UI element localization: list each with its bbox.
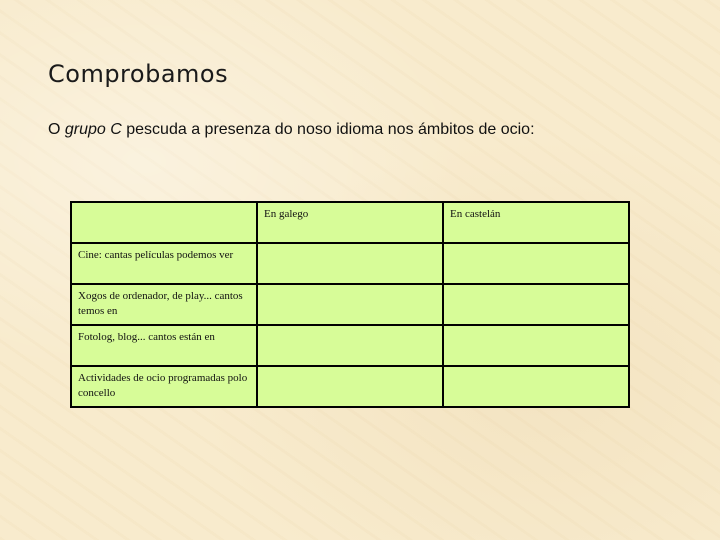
row-label: Actividades de ocio programadas polo concello	[71, 366, 257, 407]
cell-castelan[interactable]	[443, 366, 629, 407]
cell-castelan[interactable]	[443, 325, 629, 366]
header-cell-galego: En galego	[257, 202, 443, 243]
header-cell-castelan: En castelán	[443, 202, 629, 243]
survey-table	[70, 201, 630, 408]
row-label: Cine: cantas películas podemos ver	[71, 243, 257, 284]
table-header-row	[71, 202, 629, 243]
cell-galego[interactable]	[257, 325, 443, 366]
cell-galego[interactable]	[257, 284, 443, 325]
table-row	[71, 243, 629, 284]
subtitle-emphasis: grupo C	[64, 121, 122, 138]
cell-castelan[interactable]	[443, 284, 629, 325]
table-row	[71, 366, 629, 407]
cell-galego[interactable]	[257, 366, 443, 407]
table-row	[71, 325, 629, 366]
row-label: Fotolog, blog... cantos están en	[71, 325, 257, 366]
slide-subtitle	[48, 121, 535, 139]
row-label: Xogos de ordenador, de play... cantos temos en	[71, 284, 257, 325]
cell-galego[interactable]	[257, 243, 443, 284]
subtitle-suffix: pescuda a presenza do noso idioma nos ámbitos de ocio:	[121, 121, 535, 138]
subtitle-prefix: O	[48, 121, 65, 138]
slide-title: Comprobamos	[48, 60, 229, 88]
table-row	[71, 284, 629, 325]
cell-castelan[interactable]	[443, 243, 629, 284]
header-cell-empty	[71, 202, 257, 243]
